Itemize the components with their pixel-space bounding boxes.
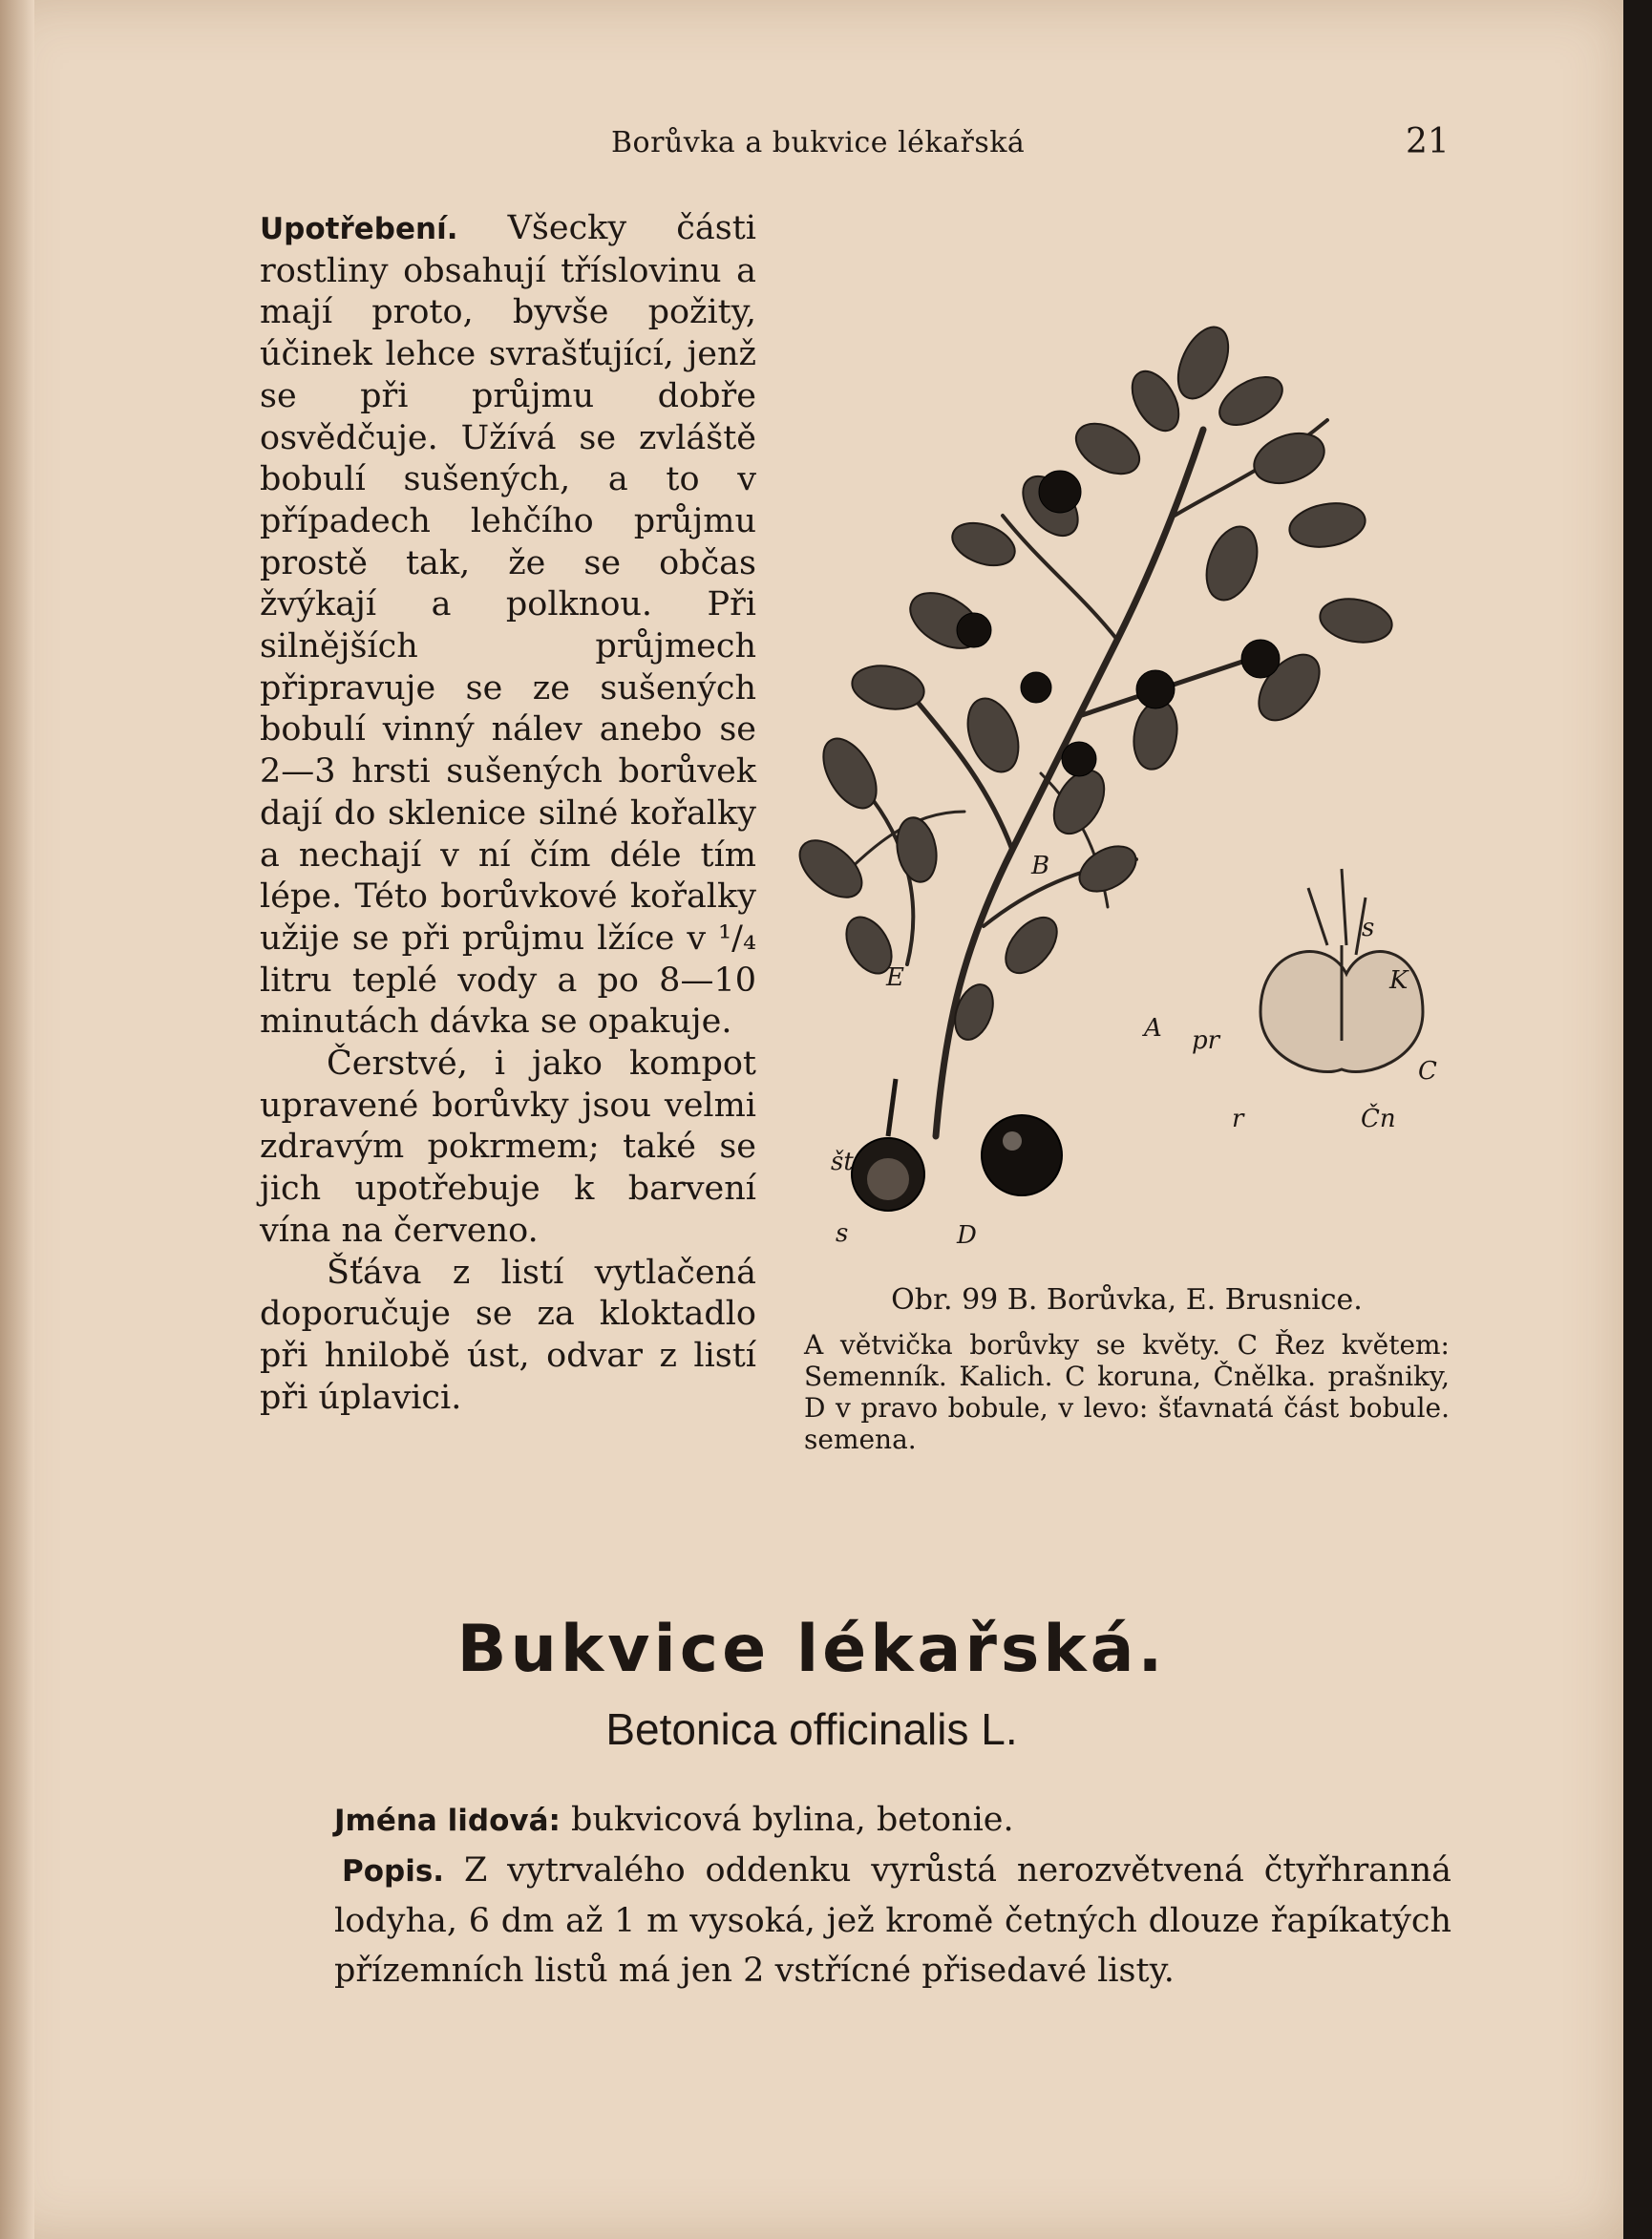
folk-names-label: Jména lidová: (334, 1804, 561, 1838)
paragraph-leaf-juice: Šťáva z listí vytlačená doporučuje se za kloktadlo při hnilobě úst, odvar z listí při úplavici. (260, 1253, 756, 1417)
usage-text: Všecky části rostliny obsahují tříslovinu a mají proto, byvše požity, účinek lehce svrašťující, jenž se při průjmu dobře osvědčuje. Užívá se zvláště bobulí sušených, a to v případech lehčího průjmu prostě tak, že se občas žvýkají a polknou. Při silnějších průjmech připravuje se ze sušených bobulí vinný nálev anebo se 2—3 hrsti sušených borůvek dají do sklenice silné kořalky a nechají v ní čím déle tím lépe. Této borůvkové kořalky užije se při průjmu lžíce v ¹/₄ litru teplé vody a po 8—10 minutách dávka se opakuje. (260, 209, 756, 1042)
label-pr: pr (1192, 1026, 1220, 1055)
left-text-column (260, 208, 756, 1419)
description-text: Z vytrvalého oddenku vyrůstá nerozvětvená čtyřhranná lodyha, 6 dm až 1 m vysoká, jež kromě četných dlouze řapíkatých přízemních listů má jen 2 vstřícné přisedavé listy. (334, 1851, 1451, 1990)
fruit-details (852, 1079, 1062, 1211)
label-e: E (886, 963, 904, 992)
section-body (334, 1795, 1451, 1996)
running-title: Borůvka a bukvice lékařská (611, 126, 1026, 159)
page-number: 21 (1406, 122, 1450, 161)
page-binding-edge (0, 0, 34, 2239)
label-b: B (1031, 852, 1050, 880)
label-k: K (1389, 966, 1408, 995)
label-cn: Čn (1361, 1105, 1396, 1133)
label-s: s (1362, 914, 1375, 942)
figure-caption-title: Obr. 99 B. Borůvka, E. Brusnice. (891, 1283, 1363, 1317)
section-title: Bukvice lékařská. (456, 1612, 1167, 1687)
section-latin-name: Betonica officinalis L. (605, 1704, 1018, 1754)
paragraph-usage (260, 208, 756, 1044)
usage-lead: Upotřebení. (260, 212, 458, 246)
label-d: D (957, 1221, 977, 1250)
label-r: r (1232, 1105, 1244, 1133)
paragraph-folk-names (334, 1795, 1451, 1846)
figure-caption-body: A větvička borůvky se květy. C Řez květem: Semenník. Kalich. C koruna, Čnělka. prašniky, D v pravo bobule, v levo: šťavnatá část bobule. semena. (804, 1329, 1450, 1455)
folk-names-text: bukvicová bylina, betonie. (560, 1801, 1014, 1839)
paragraph-fresh-berries: Čerstvé, i jako kompot upravené borůvky jsou velmi zdravým pokrmem; také se jich upotřebuje k barvení vína na červeno. (260, 1045, 756, 1250)
blueberry-illustration (793, 277, 1451, 1260)
paragraph-description (334, 1846, 1451, 1996)
label-st: št (831, 1148, 854, 1176)
label-s-seed: s (836, 1219, 849, 1248)
description-label: Popis. (342, 1854, 445, 1889)
label-a: A (1144, 1014, 1162, 1043)
label-c: C (1418, 1057, 1437, 1086)
